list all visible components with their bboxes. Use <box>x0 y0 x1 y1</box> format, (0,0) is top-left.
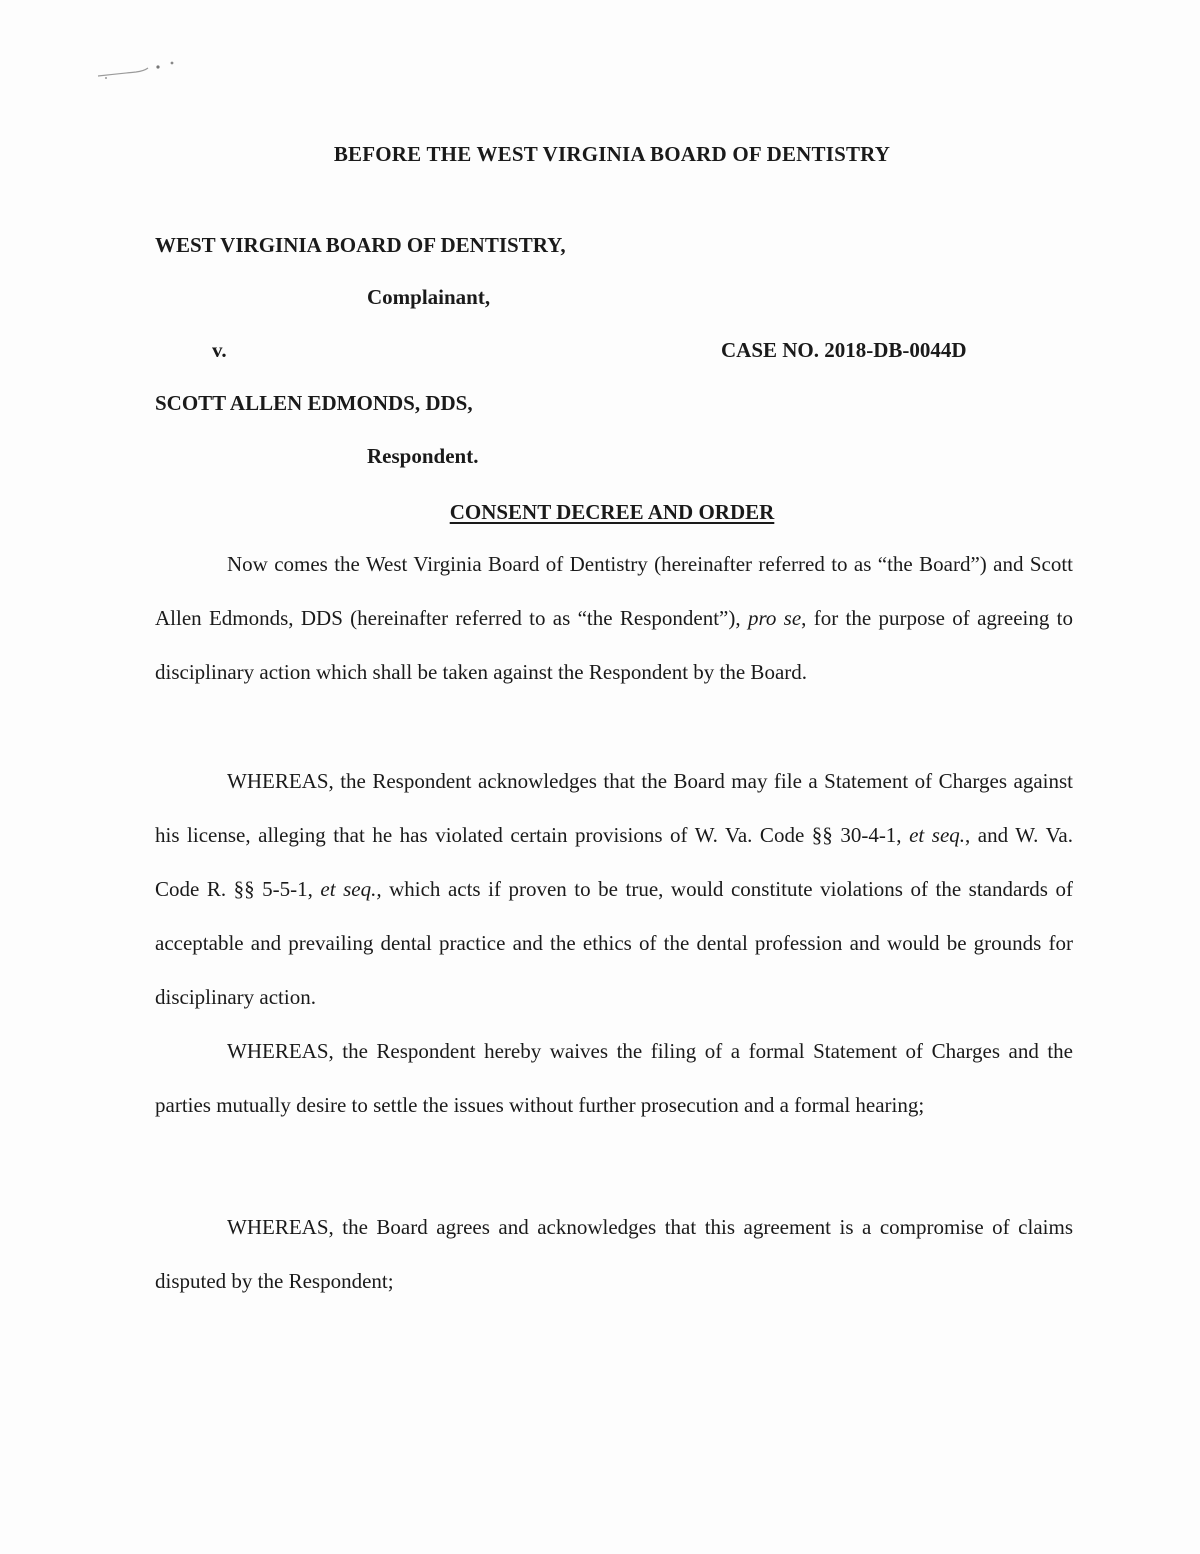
paragraph-intro-pro-se: pro se <box>747 606 802 630</box>
paragraph-whereas-compromise <box>155 1200 1073 1308</box>
document-title: CONSENT DECREE AND ORDER <box>449 500 775 524</box>
paragraph-intro-text-a: Now comes the West Virginia Board of Dentistry (hereinafter referred to as “the Board”) and Scott Allen Edmonds, DDS (hereinafter referred to as “the Respondent”), <box>155 552 1073 630</box>
paragraph-whereas-compromise-text: WHEREAS, the Board agrees and acknowledges that this agreement is a compromise of claims disputed by the Respondent; <box>155 1215 1073 1293</box>
respondent-name: SCOTT ALLEN EDMONDS, DDS, <box>155 391 473 415</box>
paragraph-intro-text-b: , for the purpose of agreeing to disciplinary action which shall be taken against the Respondent by the Board. <box>155 606 1073 684</box>
paragraph-whereas-charges <box>155 754 1073 1024</box>
paragraph-whereas-charges-et-seq-2: et seq., <box>320 877 382 901</box>
case-number: CASE NO. 2018-DB-0044D <box>721 338 967 362</box>
scan-speck-mark <box>96 58 176 80</box>
paragraph-whereas-waiver-text: WHEREAS, the Respondent hereby waives the filing of a formal Statement of Charges and the parties mutually desire to settle the issues without further prosecution and a formal hearing; <box>155 1039 1073 1117</box>
document-heading: BEFORE THE WEST VIRGINIA BOARD OF DENTISTRY <box>333 142 891 166</box>
complainant-name: WEST VIRGINIA BOARD OF DENTISTRY, <box>155 233 566 257</box>
paragraph-intro <box>155 537 1073 699</box>
paragraph-whereas-charges-text-a: WHEREAS, the Respondent acknowledges that the Board may file a Statement of Charges against his license, alleging that he has violated certain provisions of W. Va. Code §§ 30-4-1, <box>155 769 1073 847</box>
paragraph-whereas-waiver <box>155 1024 1073 1132</box>
paragraph-whereas-charges-text-c: which acts if proven to be true, would constitute violations of the standards of acceptable and prevailing dental practice and the ethics of the dental profession and would be grounds for disciplinary action. <box>155 877 1073 1009</box>
paragraph-whereas-charges-text-b: , and W. Va. Code R. §§ 5-5-1, <box>155 823 1073 901</box>
respondent-role: Respondent. <box>367 444 479 468</box>
complainant-role: Complainant, <box>367 285 491 309</box>
paragraph-whereas-charges-et-seq-1: et seq. <box>909 823 966 847</box>
versus-label: v. <box>212 338 227 362</box>
